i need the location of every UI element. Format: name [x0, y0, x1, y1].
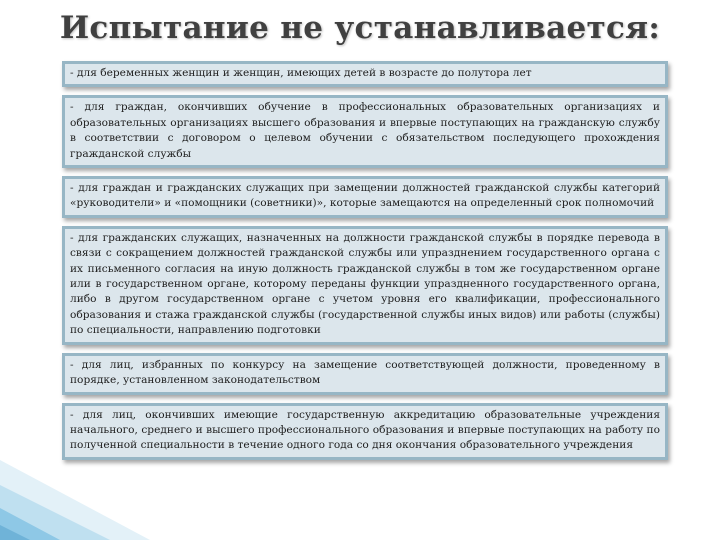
- list-item: - для граждан и гражданских служащих при замещении должностей гражданской службы категорий «руководители» и «помощники (советники)», которые замещаются на определенный срок полномочий: [62, 176, 668, 218]
- list-item: - для лиц, окончивших имеющие государственную аккредитацию образовательные учреждения начального, среднего и высшего профессионального образования и впервые поступающих на работу по полученной специальности в течение одного года со дня окончания образовательного учреждения: [62, 403, 668, 460]
- list-item: - для лиц, избранных по конкурсу на замещение соответствующей должности, проведенному в порядке, установленном законодательством: [62, 353, 668, 395]
- list-item: - для гражданских служащих, назначенных на должности гражданской службы в порядке перевода в связи с сокращением должностей гражданской службы или упразднением государственного органа с их письменного согласия на иную должность гражданской службы в том же государственном органе или в государственном органе, которому переданы функции упраздненного государственного органа, либо в другом государственном органе с учетом уровня его квалификации, профессионального образования и стажа гражданской службы (государственной службы иных видов) или работы (службы) по специальности, направлению подготовки: [62, 226, 668, 345]
- content-boxes: [62, 61, 668, 460]
- list-item: - для граждан, окончивших обучение в профессиональных образовательных организациях и образовательных организациях высшего образования и впервые поступающих на гражданскую службу в соответствии с договором о целевом обучении с обязательством последующего прохождения гражданской службы: [62, 95, 668, 168]
- slide-title: Испытание не устанавливается:: [59, 10, 661, 46]
- list-item: - для беременных женщин и женщин, имеющих детей в возрасте до полутора лет: [62, 61, 668, 87]
